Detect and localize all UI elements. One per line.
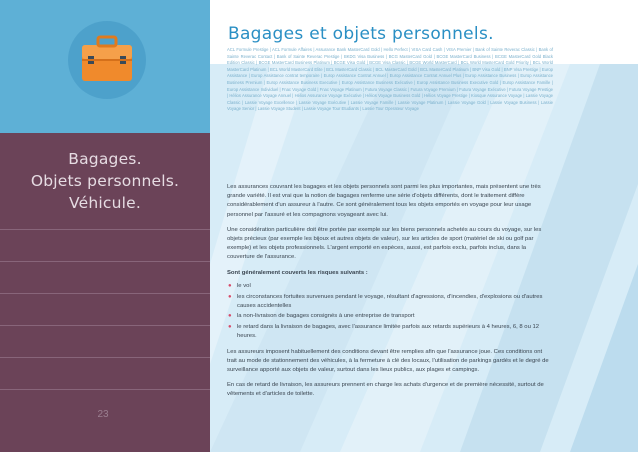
list-item-text: les circonstances fortuites survenues pendant le voyage, résultant d'agressions, d'incendies, d'explosions ou d'autres causes accidentelles <box>237 293 543 309</box>
list-item <box>227 282 550 291</box>
paragraph: Une considération particulière doit être portée par exemple sur les biens personnels achetés au cours du voyage, sur les objets précieux (par exemple les bijoux et autres objets de valeur), sur les articles de sport (matériel de ski ou golf par exemple) et les objets professionnels. L'argent emporté en espèces, aussi, est parfois exclu, parfois inclus, dans la couverture de l'assurance. <box>227 226 542 261</box>
paragraph: Les assureurs imposent habituellement des conditions devant être remplies afin que l'assurance joue. Ces conditions ont trait au mode de stationnement des véhicules, à la fermeture à clé des locaux, l'utilisation de parkings gardés et le degré de surveillance apporté aux objets de valeur, surtout dans les lieux publics, aux plages et campings. <box>227 348 549 373</box>
bullet-icon: ● <box>228 313 232 320</box>
page-number: 23 <box>97 409 109 420</box>
sidebar-title <box>0 148 210 214</box>
bullet-icon: ● <box>228 293 232 300</box>
sidebar-title-line: Véhicule. <box>69 194 141 212</box>
risks-list <box>227 282 550 342</box>
product-list: ACL Formule Prestige | ACL Formule Affaires | Assurance Bank MasterCard Gold | Hello Perfect | VISA Card Cash | VISA Premier | Bank of Sainte Reverac Classic | Bank of Sainte Reverac Contact | Bank of Sainte Reverac Prestige | BKDG Visa Business | BCG MasterCard Gold | BCGE MasterCard Business | BCGE MasterCard Gold Black Edition Classic | BCGE MasterCard Business Platinum | BCGE Visa Gold | BCGE Visa Classic | BCGE World MasterCard | BCL World MasterCard Gold Priority | BCL World MasterCard Platinum | BCL World MasterCard Elite | BCL MasterCard Classic | BCL MasterCard Gold | BCL MasterCard Platinum | BNP Visa Gold | BNP Visa Prestige | Europ Assistance | Europ Assistance contrat temporaire | Europ Assistance Contrat Annuel | Europ Assistance Contrat Annuel Plus | Europ Assistance Business | Europ Assistance Business Premium | Europ Assistance Business Executive | Europ Assistance Business Exécutive | Europ Assistance Business Executive Gold | Europ Assistance Famille | Europ Assistance Individuel | Fnac Voyage Gold | Fnac Voyage Platinum | Futura Voyage Classic | Futura Voyage Premium | Futura Voyage Exécutive | Futura Voyage Prestige | Hélios Assurance Voyage Annuel | Hélios Assurance Voyage Exécutive | Hélios Voyage Business Gold | Hélios Voyage Prestige | Kiosque Assurance Voyage | Lassie Voyage Classic | Lassie Voyage Excellence | Lassie Voyage Exécutive | Lassie Voyage Famille | Lassie Voyage Platinum | Lassie Voyage Gold | Lassie Voyage Business | Lassie Voyage Senior | Lassie Voyage Student | Lassie Voyage Tour Etudiants | Lassie Tour Operateur Voyage <box>227 47 553 112</box>
bullet-icon: ● <box>228 282 232 289</box>
list-item <box>227 312 550 321</box>
sidebar-rule <box>0 325 210 326</box>
page-title: Bagages et objets personnels. <box>228 24 494 44</box>
briefcase-icon <box>68 21 146 99</box>
sidebar-rule <box>0 389 210 390</box>
list-item <box>227 293 550 311</box>
sidebar-rule <box>0 293 210 294</box>
list-item-text: la non-livraison de bagages consignés à une entreprise de transport <box>237 313 415 320</box>
sidebar-title-line: Bagages. <box>68 150 142 168</box>
risks-heading: Sont généralement couverts les risques suivants : <box>227 269 368 276</box>
sidebar-rule <box>0 229 210 230</box>
sidebar-rule <box>0 261 210 262</box>
sidebar-title-line: Objets personnels. <box>30 172 180 190</box>
paragraph: En cas de retard de livraison, les assureurs prennent en charge les achats d'urgence et de première nécessité, surtout de vêtements et d'articles de toilette. <box>227 382 544 398</box>
list-item-text: le vol <box>237 282 251 289</box>
article-body <box>227 183 550 406</box>
sidebar-rule <box>0 357 210 358</box>
bullet-icon: ● <box>228 324 232 331</box>
paragraph: Les assurances couvrant les bagages et les objets personnels sont parmi les plus importantes, mais présentent une très grande variété. Il est vrai que la notion de bagages renferme une série d'objets différents, dont le traitement diffère considérablement d'un assureur à l'autre. Ce sont généralement tous les objets emportés en voyage pour leur usage personnel par l'assuré et les compagnons voyageant avec lui. <box>227 184 541 218</box>
list-item-text: le retard dans la livraison de bagages, avec l'assurance limitée parfois aux retards supérieurs à 4 heures, 6, 8 ou 12 heures. <box>237 324 540 340</box>
list-item <box>227 323 550 341</box>
